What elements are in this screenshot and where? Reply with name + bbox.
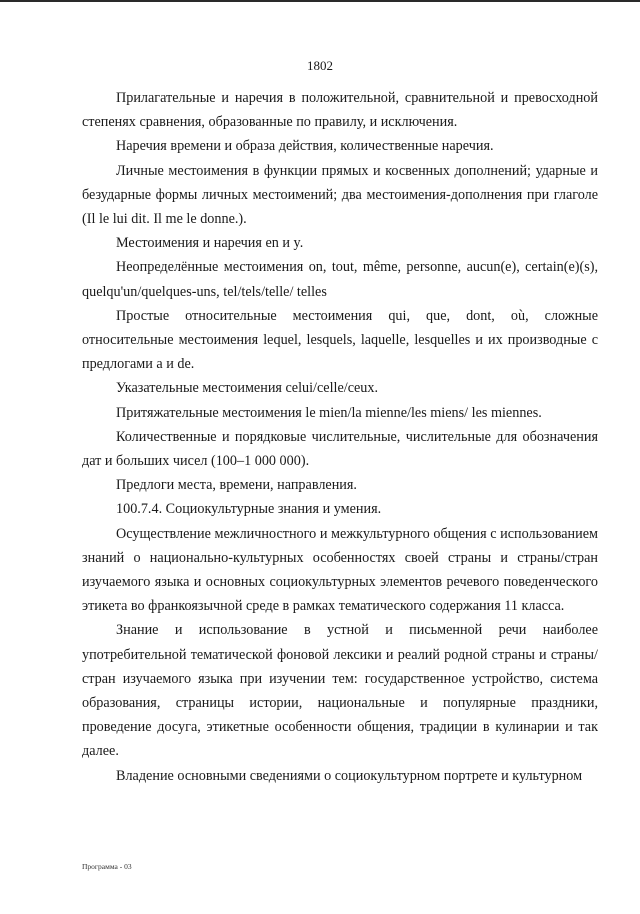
paragraph: Знание и использование в устной и письменной речи наиболее употребительной тематической фоновой лексики и реалий родной страны и страны/стран изучаемого языка при изучении тем: государственное устройство, система образования, страницы истории, национальные и популярные праздники, проведение досуга, этикетные особенности общения, традиции в кулинарии и так далее.: [82, 622, 598, 760]
paragraph: Наречия времени и образа действия, количественные наречия.: [116, 138, 494, 155]
paragraph: Местоимения и наречия en и y.: [116, 235, 304, 252]
paragraph: Личные местоимения в функции прямых и косвенных дополнений; ударные и безударные формы личных местоимений; два местоимения-дополнения при глаголе (Il le lui dit. Il me le donne.).: [82, 162, 598, 228]
page-number: 1802: [307, 58, 333, 73]
document-body: [82, 86, 598, 788]
section-heading: 100.7.4. Социокультурные знания и умения.: [116, 501, 382, 518]
paragraph: Указательные местоимения celui/celle/ceux.: [116, 380, 379, 397]
paragraph: Владение основными сведениями о социокультурном портрете и культурном: [116, 767, 583, 784]
paragraph: Простые относительные местоимения qui, que, dont, où, сложные относительные местоимения lequel, lesquels, laquelle, lesquelles и их производные с предлогами а и de.: [82, 307, 598, 373]
paragraph: Неопределённые местоимения on, tout, même, personne, aucun(e), certain(e)(s), quelqu'un/quelques-uns, tel/tels/telle/ telles: [82, 259, 598, 300]
paragraph: Прилагательные и наречия в положительной, сравнительной и превосходной степенях сравнения, образованные по правилу, и исключения.: [82, 90, 598, 131]
paragraph: Количественные и порядковые числительные, числительные для обозначения дат и больших чисел (100–1 000 000).: [82, 428, 598, 470]
paragraph: Притяжательные местоимения le mien/la mienne/les miens/ les miennes.: [116, 404, 542, 421]
scan-edge: [0, 0, 640, 2]
footer-label: Программа - 03: [82, 862, 132, 871]
paragraph: Предлоги места, времени, направления.: [116, 477, 357, 494]
paragraph: Осуществление межличностного и межкультурного общения с использованием знаний о национально-культурных особенностях своей страны и страны/стран изучаемого языка и основных социокультурных элементов речевого поведенческого этикета во франкоязычной среде в рамках тематического содержания 11 класса.: [82, 525, 598, 615]
